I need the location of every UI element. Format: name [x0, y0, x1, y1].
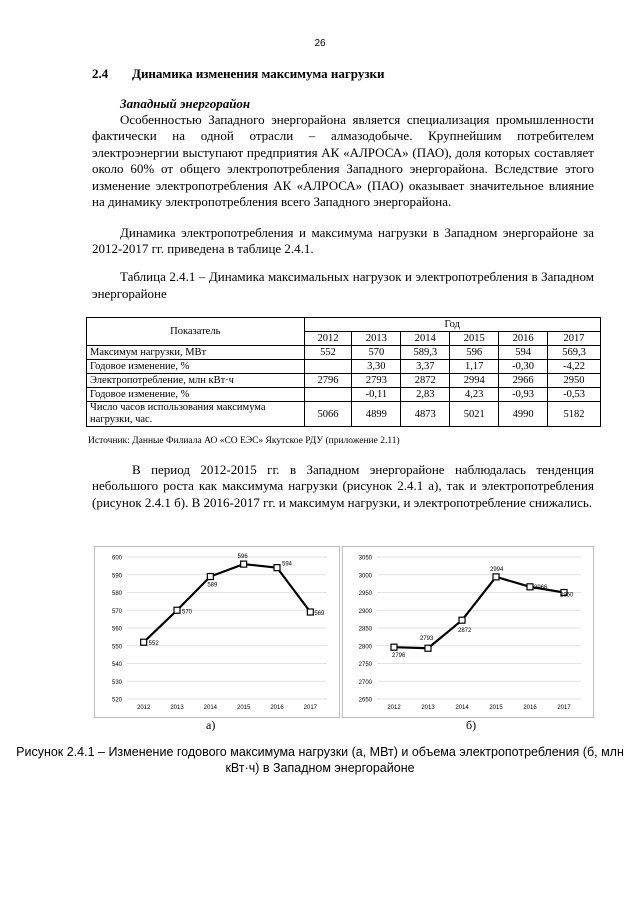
x-tick-label: 2014 — [455, 705, 469, 711]
figure-caption: Рисунок 2.4.1 – Изменение годового максимума нагрузки (а, МВт) и объема электропотребления (б, млн кВт·ч) в Западном энергорайоне — [16, 745, 624, 775]
table-cell: 5182 — [548, 402, 601, 427]
data-label: 594 — [282, 561, 293, 568]
table-cell: -0,11 — [352, 388, 401, 402]
table-cell: 3,30 — [352, 360, 401, 374]
table-row — [87, 388, 601, 402]
paragraph-2 — [92, 225, 594, 258]
y-tick-label: 540 — [111, 662, 122, 668]
y-tick-label: 3000 — [358, 573, 372, 580]
data-label: 589 — [207, 582, 218, 589]
chart-a-subtitle: а) — [206, 718, 216, 732]
section-title: Динамика изменения максимума нагрузки — [132, 66, 385, 81]
x-tick-label: 2017 — [303, 705, 318, 711]
year-cell: 2016 — [499, 332, 548, 346]
data-point — [274, 565, 280, 571]
table-cell — [304, 388, 352, 402]
data-label: 2796 — [392, 653, 406, 660]
data-point — [307, 609, 313, 615]
table-cell: 552 — [304, 346, 352, 360]
data-point — [207, 574, 213, 580]
table-cell: 2796 — [304, 374, 352, 388]
data-point — [141, 639, 147, 645]
data-label: 596 — [237, 554, 248, 561]
table-caption — [92, 268, 594, 302]
year-cell: 2014 — [401, 332, 450, 346]
table-row — [87, 374, 601, 388]
data-label: 570 — [182, 609, 193, 616]
year-cell: 2017 — [548, 332, 601, 346]
data-label: 2994 — [490, 566, 504, 573]
y-tick-label: 580 — [111, 591, 122, 597]
series-line — [144, 561, 311, 642]
y-tick-label: 2650 — [358, 697, 372, 704]
subsection-heading: Западный энергорайон — [120, 96, 251, 111]
section-heading — [92, 66, 385, 82]
y-tick-label: 520 — [111, 697, 122, 704]
table-row — [87, 402, 601, 427]
table-row — [87, 360, 601, 374]
row-label: Электропотребление, млн кВт·ч — [87, 374, 305, 388]
y-tick-label: 2800 — [358, 644, 372, 651]
x-tick-label: 2016 — [270, 705, 284, 711]
table-cell: 2,83 — [401, 388, 450, 402]
table-cell: 4,23 — [450, 388, 499, 402]
data-point — [459, 617, 465, 623]
x-tick-label: 2013 — [421, 705, 435, 711]
row-label: Годовое изменение, % — [87, 360, 305, 374]
x-tick-label: 2015 — [236, 705, 251, 711]
table-cell: 5021 — [450, 402, 499, 427]
table-cell: 569,3 — [548, 346, 601, 360]
data-point — [493, 574, 499, 580]
y-tick-label: 3050 — [358, 555, 372, 562]
year-cell: 2012 — [304, 332, 352, 346]
table-cell: -0,30 — [499, 360, 548, 374]
data-label: 552 — [148, 641, 159, 648]
year-cell: 2015 — [450, 332, 499, 346]
data-label: 2872 — [458, 628, 472, 635]
table-cell: 4899 — [352, 402, 401, 427]
paragraph-3 — [92, 462, 594, 511]
x-tick-label: 2012 — [136, 705, 151, 711]
x-tick-label: 2016 — [523, 705, 537, 711]
x-tick-label: 2013 — [170, 705, 184, 711]
year-cell: 2013 — [352, 332, 401, 346]
table-cell: 2994 — [450, 374, 499, 388]
y-tick-label: 550 — [111, 644, 122, 651]
row-label: Годовое изменение, % — [87, 388, 305, 402]
y-tick-label: 560 — [111, 626, 122, 633]
y-tick-label: 600 — [111, 555, 122, 562]
data-point — [241, 561, 247, 567]
table-source: Источник: Данные Филиала АО «СО ЕЭС» Якутское РДУ (приложение 2.11) — [88, 436, 400, 446]
paragraph-2-text: Динамика электропотребления и максимума нагрузки в Западном энергорайоне за 2012-2017 гг. приведена в таблице 2.4.1. — [92, 225, 594, 257]
table-cell: -0,93 — [499, 388, 548, 402]
chart-max-load — [94, 546, 340, 718]
data-label: 2966 — [534, 584, 548, 591]
data-label: 569 — [314, 611, 325, 618]
table-cell: -4,22 — [548, 360, 601, 374]
data-point — [174, 607, 180, 613]
y-tick-label: 2700 — [358, 679, 372, 686]
data-label: 2950 — [560, 592, 574, 599]
y-tick-label: 590 — [111, 573, 122, 580]
table-cell: 589,3 — [401, 346, 450, 360]
page-number: 26 — [314, 38, 326, 49]
x-tick-label: 2014 — [203, 705, 218, 711]
paragraph-1 — [92, 112, 594, 210]
table-cell: 2872 — [401, 374, 450, 388]
row-label: Максимум нагрузки, МВт — [87, 346, 305, 360]
table-cell: 3,37 — [401, 360, 450, 374]
table-cell — [304, 360, 352, 374]
table-cell: 596 — [450, 346, 499, 360]
data-point — [425, 645, 431, 651]
table-cell: 4873 — [401, 402, 450, 427]
x-tick-label: 2017 — [557, 705, 571, 711]
table-header-indicator: Показатель — [87, 318, 305, 346]
data-point — [527, 584, 533, 590]
table-cell: 570 — [352, 346, 401, 360]
data-point — [391, 644, 397, 650]
section-number: 2.4 — [92, 66, 109, 81]
y-tick-label: 570 — [111, 608, 122, 615]
y-tick-label: 2750 — [358, 662, 372, 668]
data-label: 2793 — [420, 636, 434, 643]
row-label: Число часов использования максимума нагрузки, час. — [87, 402, 305, 427]
table-cell: 594 — [499, 346, 548, 360]
x-tick-label: 2012 — [387, 705, 401, 711]
chart-consumption — [342, 546, 594, 718]
x-tick-label: 2015 — [489, 705, 503, 711]
chart-b-subtitle: б) — [466, 718, 477, 732]
table-cell: 2950 — [548, 374, 601, 388]
table-cell: -0,53 — [548, 388, 601, 402]
table-caption-text: Таблица 2.4.1 – Динамика максимальных нагрузок и электропотребления в Западном энергорайоне — [92, 269, 594, 301]
table-cell: 2793 — [352, 374, 401, 388]
table-cell: 4990 — [499, 402, 548, 427]
y-tick-label: 2850 — [358, 626, 372, 633]
data-table — [86, 317, 601, 427]
table-cell: 5066 — [304, 402, 352, 427]
y-tick-label: 2900 — [358, 608, 372, 615]
y-tick-label: 2950 — [358, 591, 372, 597]
table-header-year: Год — [304, 318, 601, 332]
table-row — [87, 346, 601, 360]
paragraph-1-text: Особенностью Западного энергорайона является специализация промышленности фактически на одной отрасли – алмазодобыче. Крупнейшим потребителем электроэнергии выступают предприятия АК «АЛРОСА» (ПАО), доля которых составляет около 60% от общего электропотребления Западного энергорайона. Вследствие этого изменение электропотребления АК «АЛРОСА» (ПАО) оказывает значительное влияние на динамику электропотребления всего Западного энергорайона. — [92, 112, 594, 210]
paragraph-3-text: В период 2012-2015 гг. в Западном энергорайоне наблюдалась тенденция небольшого роста как максимума нагрузки (рисунок 2.4.1 а), так и электропотребления (рисунок 2.4.1 б). В 2016-2017 гг. и максимум нагрузки, и электропотребление снижались. — [92, 462, 594, 510]
y-tick-label: 530 — [111, 679, 122, 686]
table-cell: 1,17 — [450, 360, 499, 374]
table-cell: 2966 — [499, 374, 548, 388]
